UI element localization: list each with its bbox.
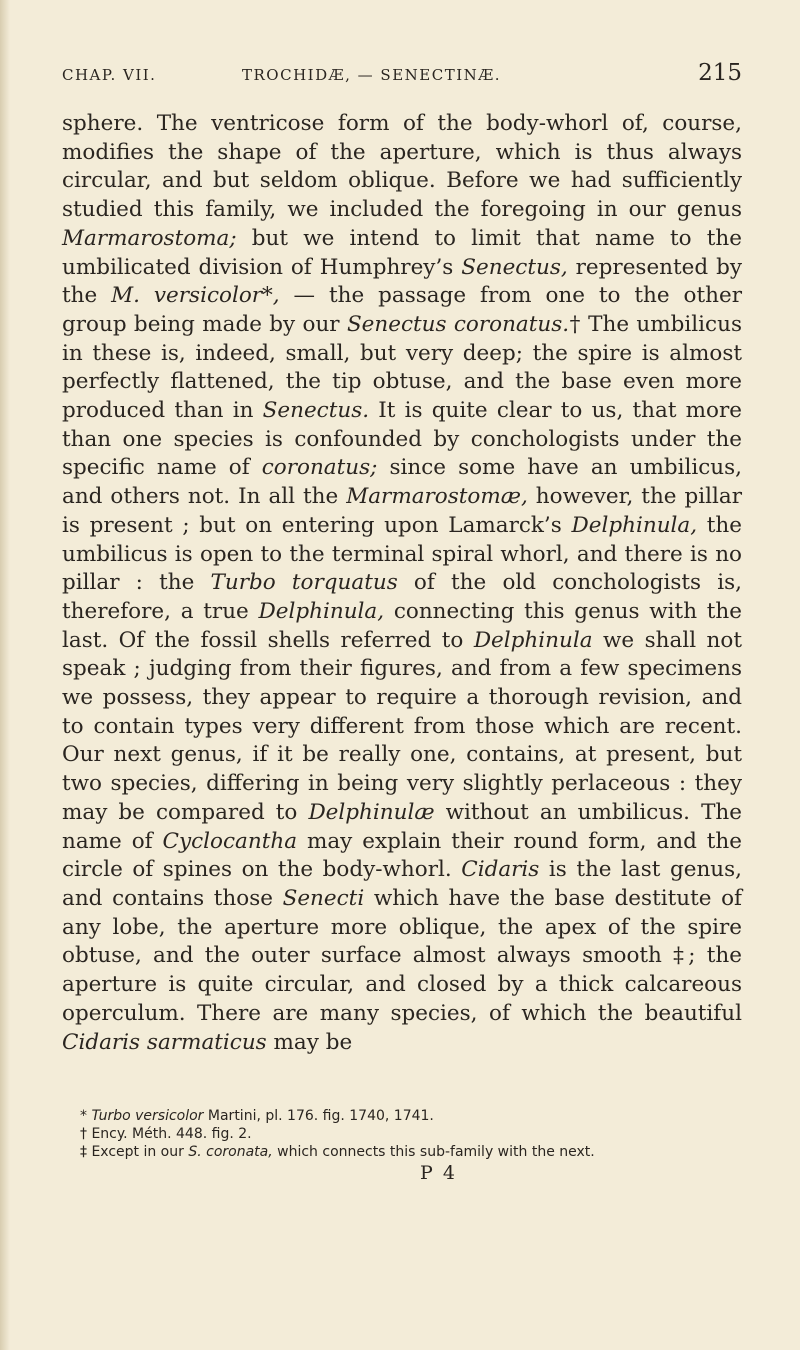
- footnote-italic: S. coronata,: [188, 1144, 273, 1160]
- body-text-segment: we shall not speak ; judging from their figures, and from a few specimens we possess, they appear to require a thorough revision, and to contain types very different from those which are recent. Our next genus, if it be really one, contains, at present, but two species, differing in being very slightly perlaceous : they may be compared to: [62, 627, 742, 825]
- body-text-segment: since some have an umbilicus, and others not. In all the: [62, 455, 742, 510]
- footnote-text: which connects this sub-family with the next.: [272, 1144, 595, 1160]
- body-text-segment: the umbilicus is open to the terminal spiral whorl, and there is no pillar : the: [62, 512, 743, 596]
- body-text-segment: of the old conchologists is, therefore, a true: [62, 570, 742, 624]
- page-number: 215: [698, 60, 742, 86]
- italic-term: Turbo torquatus: [210, 570, 398, 596]
- italic-term: Senectus.: [262, 398, 370, 424]
- italic-term: Senectus,: [461, 254, 568, 280]
- italic-term: Delphinula: [473, 627, 593, 653]
- body-text-segment: is the last genus, and contains those: [62, 857, 743, 911]
- italic-term: coronatus;: [261, 455, 378, 481]
- footnote-marker: *: [80, 1108, 87, 1124]
- body-text-segment: may explain their round form, and the circle of spines on the body-whorl.: [62, 828, 742, 883]
- footnote-1: [62, 1107, 742, 1125]
- section-title: TROCHIDÆ, — SENECTINÆ.: [242, 66, 502, 84]
- footnote-italic: Turbo versicolor: [91, 1108, 204, 1124]
- italic-term: Cidaris: [461, 857, 540, 883]
- footnote-text: Ency. Méth. 448. fig. 2.: [87, 1126, 252, 1142]
- footnote-marker: †: [80, 1126, 87, 1142]
- footnote-text: Except in our: [87, 1144, 189, 1160]
- italic-term: Delphinula,: [571, 512, 698, 538]
- italic-term: Marmarostomæ,: [346, 484, 528, 510]
- footnote-3: [62, 1143, 742, 1161]
- italic-term: Marmarostoma;: [62, 225, 237, 251]
- chapter-label: CHAP. VII.: [62, 66, 157, 84]
- italic-term: M. versicolor*,: [111, 283, 280, 309]
- body-text-segment: sphere. The ventricose form of the body-whorl of, course, modifies the shape of the aperture, which is thus always circular, and but seldom oblique. Before we had sufficiently studied this family, we included the foregoing in our genus: [62, 111, 742, 223]
- footnote-marker: ‡: [80, 1144, 87, 1160]
- italic-term: Senecti: [282, 885, 365, 911]
- printer-signature-mark: P 4: [420, 1162, 457, 1184]
- page-gutter-shadow: [0, 0, 10, 1350]
- body-text-segment: It is quite clear to us, that more than one species is confounded by conchologists under the specific name of: [62, 398, 743, 481]
- body-text-segment: without an umbilicus. The name of: [62, 799, 742, 854]
- italic-term: Cidaris sarmaticus: [62, 1029, 267, 1055]
- body-text-segment: connecting this genus with the last. Of the fossil shells referred to: [62, 598, 743, 653]
- body-text-segment: — the passage from one to the other group being made by our: [62, 283, 742, 337]
- body-text-segment: represented by the: [62, 254, 743, 309]
- footnote-text: Martini, pl. 176. fig. 1740, 1741.: [203, 1108, 434, 1124]
- body-text-segment: however, the pillar is present ; but on entering upon Lamarck’s: [62, 484, 742, 538]
- body-text-segment: † The umbilicus in these is, indeed, small, but very deep; the spire is almost perfectly flattened, the tip obtuse, and the base even more produced than in: [62, 311, 742, 424]
- footnotes: [62, 1107, 742, 1161]
- footnote-2: [62, 1125, 742, 1143]
- italic-term: Cyclocantha: [162, 828, 298, 854]
- running-header: [62, 62, 742, 92]
- italic-term: Senectus coronatus.: [346, 311, 570, 337]
- body-text-segment: but we intend to limit that name to the umbilicated division of Humphrey’s: [62, 225, 742, 280]
- body-text-segment: may be: [266, 1029, 353, 1055]
- italic-term: Delphinulæ: [308, 799, 435, 825]
- body-text-segment: which have the base destitute of any lobe, the aperture more oblique, the apex of the spire obtuse, and the outer surface almost always smooth ‡; the aperture is quite circular, and closed by a thick calcareous operculum. There are many species, of which the beautiful: [62, 885, 742, 1026]
- body-paragraph: [62, 110, 742, 1057]
- italic-term: Delphinula,: [258, 598, 385, 624]
